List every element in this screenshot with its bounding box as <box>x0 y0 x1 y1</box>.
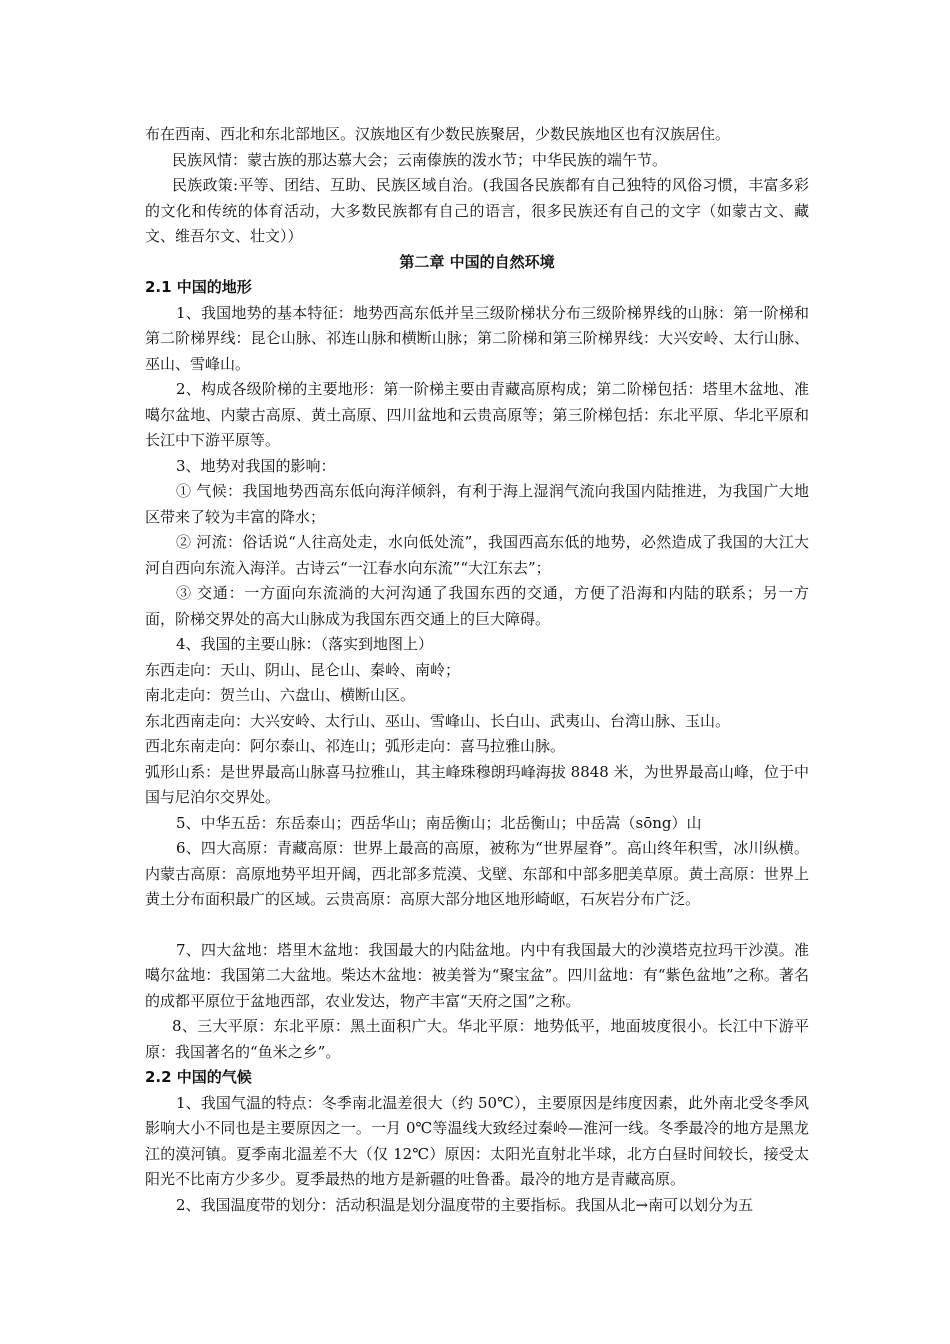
paragraph: ③ 交通：一方面向东流淌的大河沟通了我国东西的交通，方便了沿海和内陆的联系；另一方面，阶梯交界处的高大山脉成为我国东西交通上的巨大障碍。 <box>145 584 809 628</box>
paragraph: 东北西南走向：大兴安岭、太行山、巫山、雪峰山、长白山、武夷山、台湾山脉、玉山。 <box>145 711 731 730</box>
paragraph: 民族政策:平等、团结、互助、民族区域自治。(我国各民族都有自己独特的风俗习惯，丰富多彩的文化和传统的体育活动，大多数民族都有自己的语言，很多民族还有自己的文字（如蒙古文、藏文、维吾尔文、壮文）） <box>145 176 809 245</box>
paragraph: 西北东南走向：阿尔泰山、祁连山；弧形走向：喜马拉雅山脉。 <box>145 737 566 755</box>
document-page <box>145 122 809 1218</box>
paragraph: 2、我国温度带的划分：活动积温是划分温度带的主要指标。我国从北→南可以划分为五 <box>176 1195 754 1214</box>
paragraph: 3、地势对我国的影响： <box>176 456 336 475</box>
section-heading: 2.2 中国的气候 <box>145 1068 252 1086</box>
paragraph: 1、我国地势的基本特征：地势西高东低并呈三级阶梯状分布三级阶梯界线的山脉：第一阶梯和第二阶梯界线：昆仑山脉、祁连山脉和横断山脉；第二阶梯和第三阶梯界线：大兴安岭、太行山脉、巫山、雪峰山。 <box>145 303 809 373</box>
paragraph: 弧形山系：是世界最高山脉喜马拉雅山，其主峰珠穆朗玛峰海拔 8848 米，为世界最高山峰，位于中国与尼泊尔交界处。 <box>145 762 809 806</box>
paragraph: 4、我国的主要山脉：（落实到地图上） <box>176 635 434 653</box>
paragraph: 东西走向：天山、阴山、昆仑山、秦岭、南岭； <box>145 660 461 679</box>
section-heading: 2.1 中国的地形 <box>145 278 252 296</box>
paragraph: 民族风情：蒙古族的那达慕大会；云南傣族的泼水节；中华民族的端午节。 <box>172 150 668 169</box>
paragraph: 7、四大盆地：塔里木盆地：我国最大的内陆盆地。内中有我国最大的沙漠塔克拉玛干沙漠。准噶尔盆地：我国第二大盆地。柴达木盆地：被美誉为“聚宝盆”。四川盆地：有“紫色盆地”之称。著名的成都平原位于盆地西部，农业发达，物产丰富“天府之国”之称。 <box>145 940 809 1010</box>
paragraph: 6、四大高原：青藏高原：世界上最高的高原，被称为“世界屋脊”。高山终年积雪，冰川纵横。内蒙古高原：高原地势平坦开阔，西北部多荒漠、戈壁、东部和中部多肥美草原。黄土高原：世界上黄土分布面积最广的区域。云贵高原：高原大部分地区地形崎岖，石灰岩分布广泛。 <box>145 839 809 908</box>
paragraph: 2、构成各级阶梯的主要地形：第一阶梯主要由青藏高原构成；第二阶梯包括：塔里木盆地、准噶尔盆地、内蒙古高原、黄土高原、四川盆地和云贵高原等；第三阶梯包括：东北平原、华北平原和长江中下游平原等。 <box>145 380 809 449</box>
paragraph: 5、中华五岳：东岳泰山；西岳华山；南岳衡山；北岳衡山；中岳嵩（sōng）山 <box>176 813 702 832</box>
paragraph: 布在西南、西北和东北部地区。汉族地区有少数民族聚居，少数民族地区也有汉族居住。 <box>145 125 731 143</box>
paragraph: 8、三大平原：东北平原：黑土面积广大。华北平原：地势低平，地面坡度很小。长江中下游平原：我国著名的“鱼米之乡”。 <box>145 1017 809 1061</box>
paragraph: ① 气候：我国地势西高东低向海洋倾斜，有利于海上湿润气流向我国内陆推进，为我国广大地区带来了较为丰富的降水； <box>145 482 809 526</box>
paragraph: 南北走向：贺兰山、六盘山、横断山区。 <box>145 686 416 704</box>
chapter-title: 第二章 中国的自然环境 <box>399 252 555 271</box>
blank-line <box>145 913 809 938</box>
paragraph: 1、我国气温的特点：冬季南北温差很大（约 50℃），主要原因是纬度因素，此外南北受冬季风影响大小不同也是主要原因之一。一月 0℃等温线大致经过秦岭—淮河一线。冬季最冷的地方是黑龙江的漠河镇。夏季南北温差不大（仅 12℃）原因：太阳光直射北半球，北方白昼时间较长，接受太阳光不比南方少多少。夏季最热的地方是新疆的吐鲁番。最冷的地方是青藏高原。 <box>145 1093 809 1188</box>
paragraph: ② 河流：俗话说“人往高处走，水向低处流”，我国西高东低的地势，必然造成了我国的大江大河自西向东流入海洋。古诗云“一江春水向东流”“大江东去”； <box>145 533 809 577</box>
